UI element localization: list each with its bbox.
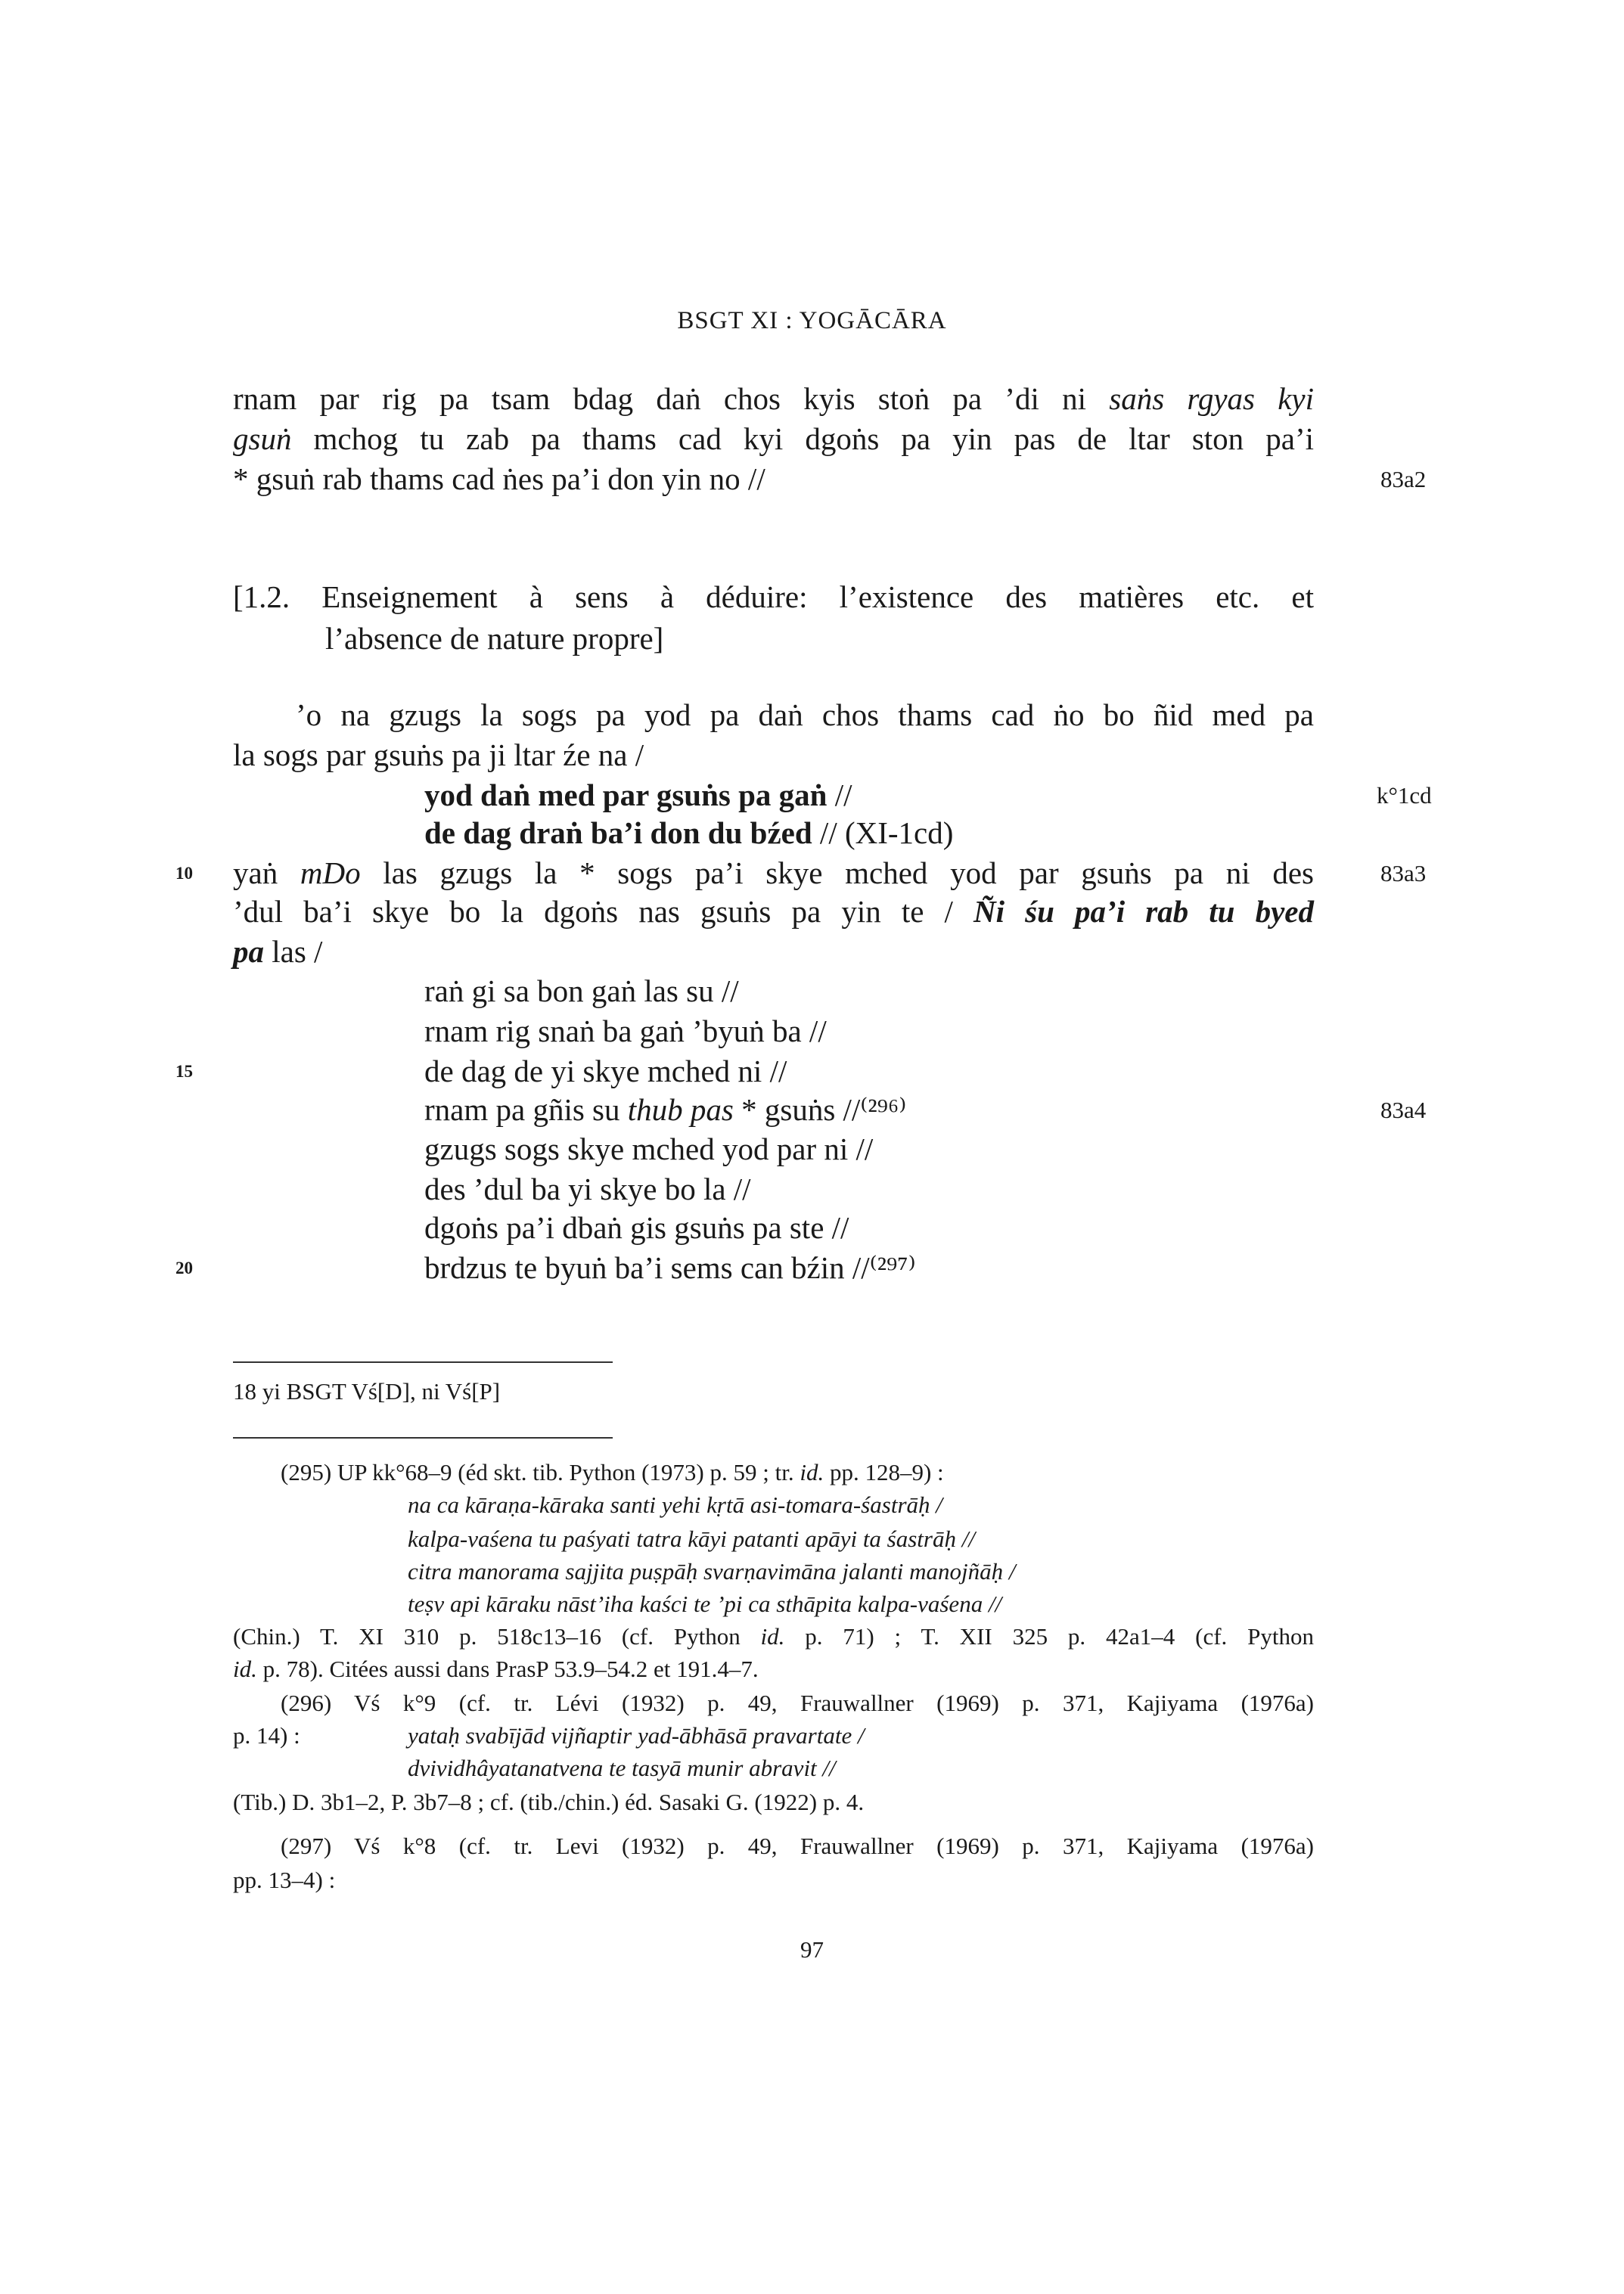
bold-italic-text: Ñi śu pa’i rab tu byed [973,894,1314,929]
line-number: 10 [175,864,193,883]
bold-italic-text: pa [233,934,264,969]
text-segment: [1.2. Enseignement à sens à déduire: l’existence des matières etc. et [233,579,1314,614]
italic-text: citra manorama sajjita puṣpāḥ svarṇavimāna jalanti manojñāḥ / [408,1558,1016,1585]
italic-text: id. [233,1656,257,1682]
verse-line [424,1090,906,1130]
text-line [233,419,1314,459]
bold-text: de dag draṅ ba’i don du bźed [424,815,812,850]
footnote-line [408,1489,942,1521]
text-segment: * gsuṅs //⁽²⁹⁶⁾ [733,1092,907,1127]
text-line [296,695,1314,735]
text-segment: (Chin.) T. XI 310 p. 518c13–16 (cf. Python [233,1623,761,1650]
italic-text: gsuṅ [233,421,292,456]
footnote-line [233,1653,759,1685]
footnote-line [233,1864,335,1896]
italic-text: id. [800,1459,824,1485]
apparatus-rule [233,1361,613,1363]
line-number: 20 [175,1259,193,1277]
footnote-line [408,1720,865,1752]
text-segment: rnam pa gñis su [424,1092,628,1127]
page-number: 97 [800,1936,824,1963]
verse-line [424,775,852,815]
text-segment: rnam rig snaṅ ba gaṅ ’byuṅ ba // [424,1014,827,1048]
margin-ref: 83a4 [1380,1097,1427,1123]
text-segment: mchog tu zab pa thams cad kyi dgoṅs pa yin pas de ltar ston pa’i [291,421,1314,456]
text-line [233,735,644,775]
text-line [233,932,322,972]
text-segment: de dag de yi skye mched ni // [424,1054,787,1088]
text-segment: 18 yi BSGT Vś[D], ni Vś[P] [233,1378,501,1405]
verse-line [424,1129,873,1169]
margin-ref: 83a2 [1380,466,1427,492]
text-segment: des ’dul ba yi skye bo la // [424,1172,751,1206]
italic-text: kalpa-vaśena tu paśyati tatra kāyi patanti apāyi ta śastrāḥ // [408,1526,975,1552]
footnote-line [408,1556,1015,1588]
text-segment: // (XI-1cd) [812,815,954,850]
margin-ref: 83a3 [1380,860,1427,886]
text-segment: (Tib.) D. 3b1–2, P. 3b7–8 ; cf. (tib./chin.) éd. Sasaki G. (1922) p. 4. [233,1789,865,1815]
text-segment: la sogs par gsuṅs pa ji ltar źe na / [233,737,644,772]
italic-text: mDo [300,855,361,890]
line-number: 15 [175,1062,193,1081]
text-segment: (295) UP kk°68–9 (éd skt. tib. Python (1973) p. 59 ; tr. [281,1459,800,1485]
italic-text: id. [760,1623,785,1650]
text-segment: gzugs sogs skye mched yod par ni // [424,1131,874,1166]
verse-line [424,1011,827,1051]
text-line [233,892,1314,932]
footnote-line [233,1720,300,1752]
footnote-rule [233,1437,613,1439]
section-heading [325,619,663,659]
text-segment: (297) Vś k°8 (cf. tr. Levi (1932) p. 49, Frauwallner (1969) p. 371, Kajiyama (1976a) [281,1833,1314,1859]
italic-text: thub pas [627,1092,734,1127]
text-segment: ’o na gzugs la sogs pa yod pa daṅ chos thams cad ṅo bo ñid med pa [296,697,1314,732]
verse-line [424,813,953,853]
text-segment: raṅ gi sa bon gaṅ las su // [424,973,739,1008]
footnote-line [408,1523,975,1555]
italic-text: teṣv api kāraku nāst’iha kaści te ’pi ca sthāpita kalpa-vaśena // [408,1591,1002,1617]
text-segment: l’absence de nature propre] [325,621,664,656]
text-segment: las / [264,934,323,969]
text-line [233,459,765,499]
text-segment: p. 71) ; T. XII 325 p. 42a1–4 (cf. Python [784,1623,1314,1650]
text-segment: pp. 13–4) : [233,1867,336,1893]
text-segment: rnam par rig pa tsam bdag daṅ chos kyis stoṅ pa ’di ni [233,381,1110,416]
footnote-line [281,1457,944,1488]
text-segment: (296) Vś k°9 (cf. tr. Lévi (1932) p. 49, Frauwallner (1969) p. 371, Kajiyama (1976a) [281,1690,1314,1716]
text-line [233,379,1314,419]
text-segment: brdzus te byuṅ ba’i sems can bźin //⁽²⁹⁷⁾ [424,1250,916,1285]
apparatus-note [233,1376,500,1408]
italic-text: saṅs rgyas kyi [1109,381,1314,416]
verse-line [424,1208,849,1248]
footnote-line [408,1752,836,1784]
verse-line [424,971,739,1011]
footnote-line [408,1588,1001,1620]
text-segment: p. 14) : [233,1722,300,1749]
text-segment: las gzugs la * sogs pa’i skye mched yod par gsuṅs pa ni des [360,855,1315,890]
text-segment: pp. 128–9) : [824,1459,944,1485]
verse-line [424,1051,787,1091]
verse-line [424,1169,751,1209]
italic-text: yataḥ svabījād vijñaptir yad-ābhāsā pravartate / [408,1722,865,1749]
text-segment: p. 78). Citées aussi dans PrasP 53.9–54.2 et 191.4–7. [256,1656,759,1682]
italic-text: dvividhâyatanatvena te tasyā munir abravit // [408,1755,836,1781]
footnote-line [281,1687,1314,1719]
margin-ref: k°1cd [1377,782,1432,809]
section-heading [233,577,1314,617]
text-segment: ’dul ba’i skye bo la dgoṅs nas gsuṅs pa yin te / [233,894,974,929]
footnote-line [233,1621,1314,1653]
footnote-line [233,1786,864,1818]
italic-text: na ca kāraṇa-kāraka santi yehi kṛtā asi-tomara-śastrāḥ / [408,1492,942,1518]
text-segment: yaṅ [233,855,300,890]
text-line [233,853,1314,893]
verse-line [424,1248,916,1288]
text-segment: dgoṅs pa’i dbaṅ gis gsuṅs pa ste // [424,1210,849,1245]
running-header: BSGT XI : YOGĀCĀRA [677,307,947,334]
bold-text: yod daṅ med par gsuṅs pa gaṅ [424,778,828,812]
footnote-line [281,1830,1314,1862]
text-segment: // [827,778,852,812]
text-segment: * gsuṅ rab thams cad ṅes pa’i don yin no // [233,461,765,496]
